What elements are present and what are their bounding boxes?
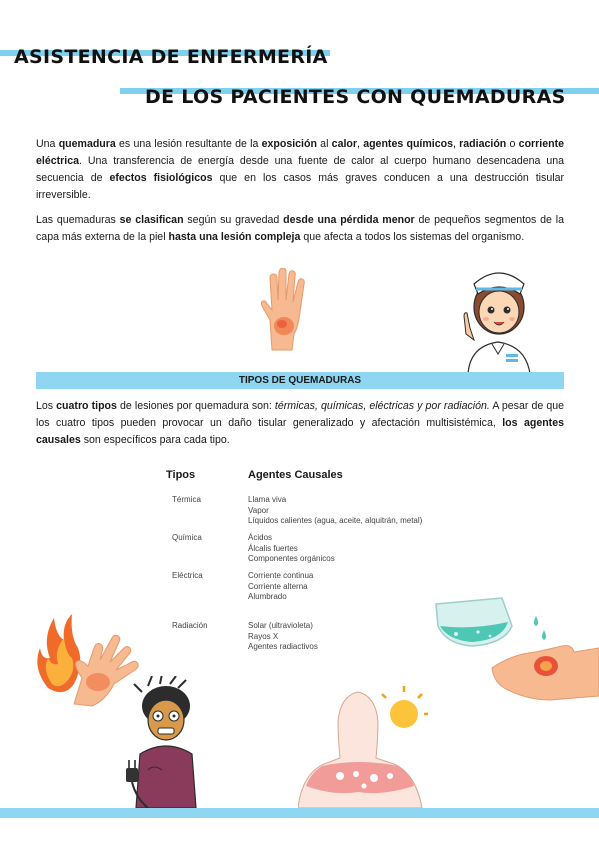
agent-item: Alumbrado (248, 592, 287, 601)
agent-item: Líquidos calientes (agua, aceite, alquitrán, metal) (248, 516, 423, 525)
burned-hand-icon (258, 268, 308, 352)
text-run: cuatro tipos (56, 400, 117, 412)
text-run: que en los casos más graves conducen a una destrucción tisular irreversible. (36, 172, 565, 201)
text-run: hasta una lesión compleja (168, 231, 301, 243)
agent-item: Agentes radiactivos (248, 642, 318, 651)
agent-item: Álcalis fuertes (248, 543, 298, 553)
text-run: al (316, 138, 332, 150)
sunburn-illustration (298, 678, 428, 808)
agent-item: Ácidos (248, 533, 273, 542)
page-title-line1: ASISTENCIA DE ENFERMERÍA (14, 46, 328, 68)
table-type-electrica: Eléctrica (172, 571, 203, 580)
text-run: los agentes causales (36, 417, 564, 446)
agent-item: Llama viva (248, 495, 287, 504)
chemical-spill-icon (432, 596, 599, 704)
text-run: de lesiones por quemadura son: (116, 400, 275, 412)
agent-item: Corriente alterna (248, 581, 308, 591)
text-run: . Una transferencia de energía desde una fuente de calor al cuerpo humano desencadena una secuencia de (36, 155, 564, 184)
agent-item: Componentes orgánicos (248, 554, 335, 563)
table-agents-termica (248, 495, 422, 527)
page-title-line2: DE LOS PACIENTES CON QUEMADURAS (145, 86, 566, 108)
text-run: efectos fisiológicos (109, 172, 213, 184)
footer-bar (0, 808, 599, 818)
text-run: , (357, 138, 364, 150)
section-header-tipos: TIPOS DE QUEMADURAS (36, 372, 564, 389)
table-type-quimica: Química (172, 533, 202, 542)
text-run: que afecta a todos los sistemas del organismo. (300, 231, 525, 243)
table-agents-radiacion (248, 621, 318, 653)
text-run: térmicas, químicas, eléctricas y por radiación. (274, 400, 490, 412)
text-run: corriente eléctrica (36, 138, 565, 167)
text-run: desde una pérdida menor (283, 214, 415, 226)
table-header-tipos: Tipos (166, 469, 196, 481)
agent-item: Corriente continua (248, 571, 314, 580)
table-agents-quimica (248, 533, 335, 565)
text-run: de pequeños segmentos de la capa más externa de la piel (36, 214, 565, 243)
text-run: exposición (261, 138, 317, 150)
text-run: Una (36, 138, 59, 150)
intro-paragraph-1 (36, 136, 564, 204)
text-run: según su gravedad (183, 214, 284, 226)
text-run: radiación (459, 138, 507, 150)
table-type-radiacion: Radiación (172, 621, 208, 630)
agent-item: Vapor (248, 505, 269, 515)
text-run: se clasifican (119, 214, 184, 226)
text-run: quemadura (58, 138, 116, 150)
text-run: es una lesión resultante de la (115, 138, 262, 150)
text-run: Los (36, 400, 57, 412)
types-paragraph (36, 398, 564, 449)
table-agents-electrica (248, 571, 313, 603)
electrocuted-man-illustration (118, 676, 214, 808)
agent-item: Rayos X (248, 631, 279, 641)
table-type-termica: Térmica (172, 495, 201, 504)
text-run: A pesar de que los cuatro tipos pueden provocar un daño tisular generalizado y afectación multisistémica, (36, 400, 564, 429)
text-run: son específicos para cada tipo. (80, 434, 230, 446)
text-run: , (452, 138, 460, 150)
text-run: calor (331, 138, 357, 150)
intro-paragraph-2 (36, 212, 564, 246)
text-run: Las quemaduras (36, 214, 120, 226)
nurse-illustration (458, 262, 540, 374)
text-run: agentes químicos (363, 138, 453, 150)
table-header-agentes: Agentes Causales (248, 469, 343, 481)
agent-item: Solar (ultravioleta) (248, 621, 313, 630)
text-run: o (506, 138, 519, 150)
